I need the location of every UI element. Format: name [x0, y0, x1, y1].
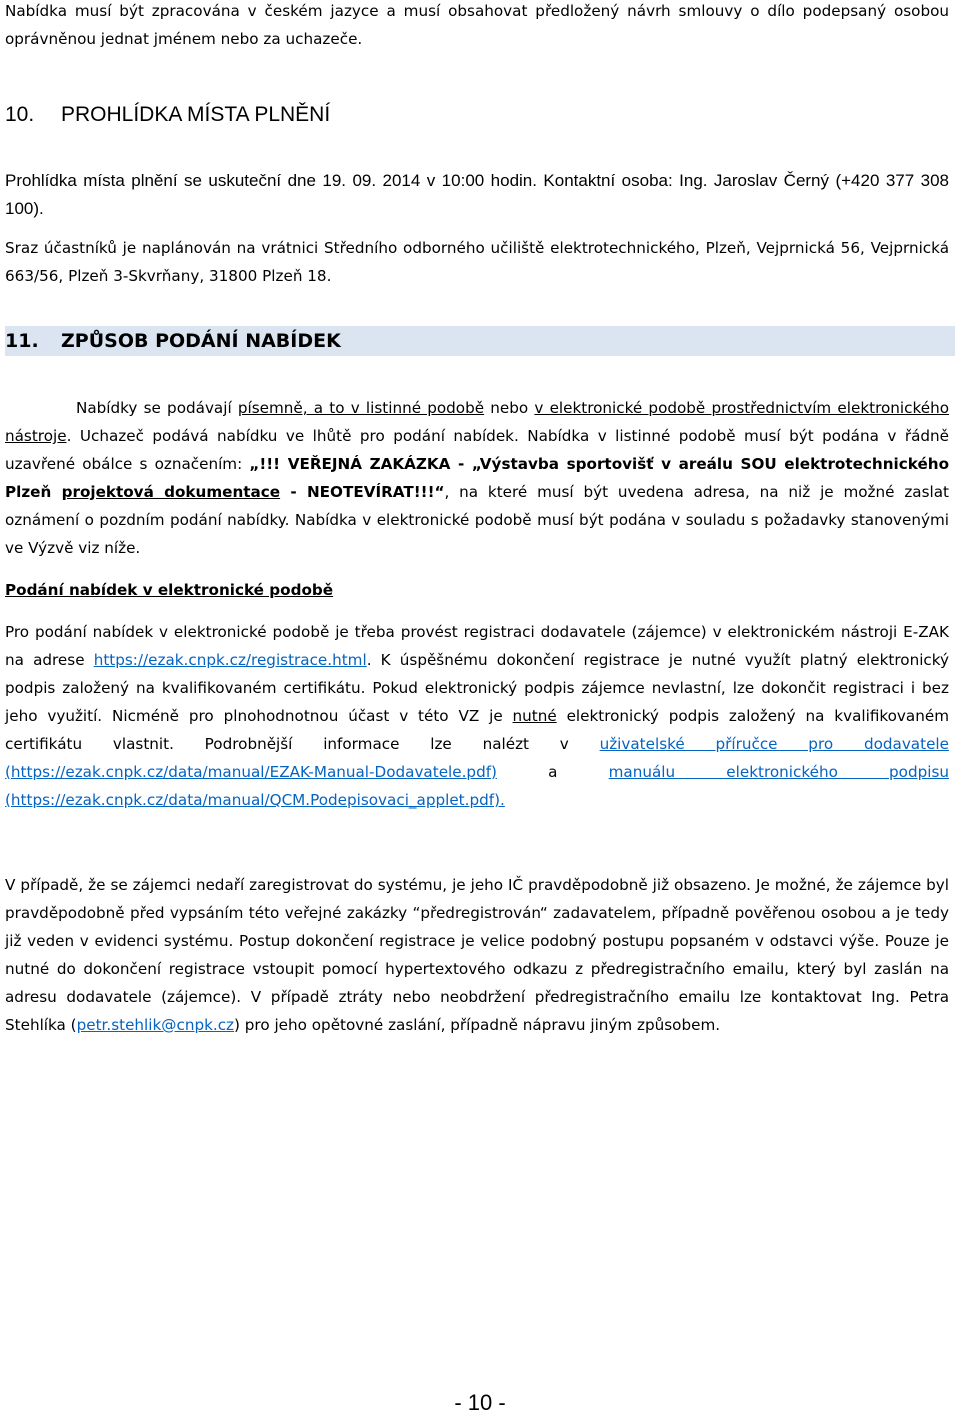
section-10-paragraph-2: Sraz účastníků je naplánován na vrátnici Středního odborného učiliště elektrotechnického, Plzeň, Vejprnická 56, Vejprnická 663/56, Plzeň 3-Skvrňany, 31800 Plzeň 18.: [5, 239, 949, 285]
section-11-title: ZPŮSOB PODÁNÍ NABÍDEK: [61, 330, 341, 352]
text-run: , na které musí být uvedena adresa, na niž je možné zaslat oznámení o pozdním podání nabídky. Nabídka v elektronické podobě musí být podána v souladu s požadavky stanovenými ve Výzvě viz níže.: [5, 483, 949, 557]
envelope-label-underlined: projektová dokumentace: [61, 483, 281, 501]
intro-paragraph: Nabídka musí být zpracována v českém jazyce a musí obsahovat předložený návrh smlouvy o dílo podepsaný osobou oprávněnou jednat jménem nebo za uchazeče.: [5, 2, 949, 48]
text-run: a: [496, 763, 609, 781]
text-run: elektronický podpis založený na kvalifikovaném certifikátu vlastnit. Podrobnější informace lze nalézt v: [5, 707, 949, 753]
section-10-paragraph-1: Prohlídka místa plnění se uskuteční dne 19. 09. 2014 v 10:00 hodin. Kontaktní osoba: Ing. Jaroslav Černý (+420 377 308 100).: [5, 171, 949, 218]
text-underlined: písemně, a to v listinné podobě: [237, 399, 485, 417]
preregistration-paragraph: [5, 871, 949, 1039]
signature-manual-link[interactable]: manuálu elektronického podpisu (https://ezak.cnpk.cz/data/manual/QCM.Podepisovaci_applet.pdf).: [5, 763, 949, 809]
page-number: - 10 -: [454, 1390, 506, 1415]
section-11-number: 11.: [5, 330, 39, 352]
section-11-paragraph: [5, 394, 949, 562]
subheading-text: Podání nabídek v elektronické podobě: [5, 581, 334, 599]
supplier-manual-link[interactable]: uživatelské příručce pro dodavatele (https://ezak.cnpk.cz/data/manual/EZAK-Manual-Dodavatele.pdf): [5, 735, 949, 781]
envelope-label-end: - NEOTEVÍRAT!!!“: [280, 483, 445, 501]
text-underlined: v elektronické podobě prostřednictvím elektronického nástroje: [5, 399, 949, 445]
text-run: . Uchazeč podává nabídku ve lhůtě pro podání nabídek. Nabídka v listinné podobě musí být podána v řádně uzavřené obálce s označením:: [5, 427, 949, 473]
text-run: V případě, že se zájemci nedaří zaregistrovat do systému, je jeho IČ pravděpodobně již obsazeno. Je možné, že zájemce byl pravděpodobně před vypsáním této veřejné zakázky “předregistrován“ zadavatelem, případně pověřenou osobou a je tedy již veden v evidenci systému. Postup dokončení registrace je velice podobný postupu popsaném v odstavci výše. Pouze je nutné do dokončení registrace vstoupit pomocí hypertextového odkazu z předregistračního emailu, který byl zaslán na adresu dodavatele (zájemce). V případě ztráty nebo neobdržení předregistračního emailu lze kontaktovat Ing. Petra Stehlíka (: [5, 876, 949, 1034]
section-10-title: PROHLÍDKA MÍSTA PLNĚNÍ: [61, 103, 331, 126]
text-run: nebo: [484, 399, 535, 417]
envelope-label: „!!! VEŘEJNÁ ZAKÁZKA - „Výstavba sportovišť v areálu SOU elektrotechnického Plzeň: [5, 455, 949, 501]
section-10-number: 10.: [5, 103, 35, 126]
text-run: Pro podání nabídek v elektronické podobě je třeba provést registraci dodavatele (zájemce) v elektronickém nástroji E-ZAK na adrese: [5, 623, 949, 669]
text-run: . K úspěšnému dokončení registrace je nutné využít platný elektronický podpis založený na kvalifikovaném certifikátu. Pokud elektronický podpis zájemce nevlastní, lze dokončit registraci i bez jeho využití. Nicméně pro plnohodnotnou účast v této VZ je: [5, 651, 950, 725]
section-11-heading: [5, 326, 955, 356]
section-10-heading: [5, 100, 949, 130]
email-link[interactable]: petr.stehlik@cnpk.cz: [76, 1016, 235, 1034]
text-underlined: nutné: [512, 707, 557, 725]
text-run: Nabídky se podávají: [76, 399, 238, 417]
electronic-submission-subheading: [5, 576, 949, 604]
registration-paragraph: [5, 618, 949, 814]
registration-link[interactable]: https://ezak.cnpk.cz/registrace.html: [93, 651, 367, 669]
text-run: ) pro jeho opětovné zaslání, případně nápravu jiným způsobem.: [234, 1016, 721, 1034]
